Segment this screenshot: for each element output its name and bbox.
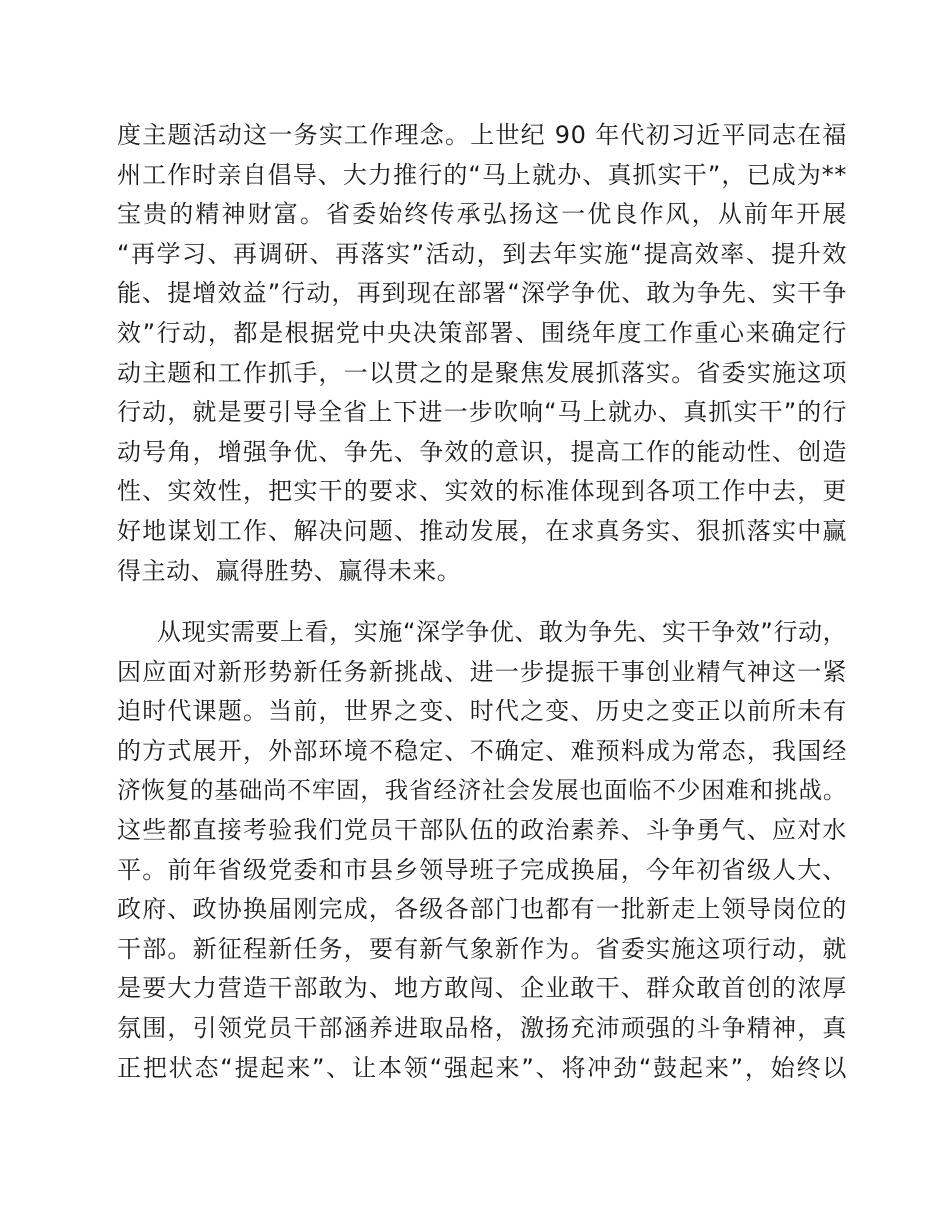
paragraph-line: 这些都直接考验我们党员干部队伍的政治素养、斗争勇气、应对水 [117, 815, 847, 844]
paragraph-line: 是要大力营造干部敢为、地方敢闯、企业敢干、群众敢首创的浓厚 [117, 974, 847, 1003]
paragraph-line: 氛围，引领党员干部涵养进取品格，激扬充沛顽强的斗争精神，真 [117, 1013, 847, 1042]
paragraph-line: 度主题活动这一务实工作理念。上世纪 90 年代初习近平同志在福 [117, 121, 847, 149]
paragraph-line: 得主动、赢得胜势、赢得未来。 [117, 556, 462, 585]
paragraph-line: 能、提增效益”行动，再到现在部署“深学争优、敢为争先、实干争 [117, 279, 847, 308]
paragraph-line: 效”行动，都是根据党中央决策部署、围绕年度工作重心来确定行 [117, 318, 847, 347]
paragraph-line: 宝贵的精神财富。省委始终传承弘扬这一优良作风，从前年开展 [117, 200, 847, 229]
paragraph-line: 从现实需要上看，实施“深学争优、敢为争先、实干争效”行动， [157, 618, 848, 646]
paragraph-line: 动号角，增强争优、争先、争效的意识，提高工作的能动性、创造 [117, 437, 847, 466]
paragraph-line: 正把状态“提起来”、让本领“强起来”、将冲劲“鼓起来”，始终以 [117, 1053, 847, 1082]
paragraph-line: 动主题和工作抓手，一以贯之的是聚焦发展抓落实。省委实施这项 [117, 358, 847, 387]
paragraph-line: 行动，就是要引导全省上下进一步吹响“马上就办、真抓实干”的行 [117, 398, 847, 427]
paragraph-line: 济恢复的基础尚不牢固，我省经济社会发展也面临不少困难和挑战。 [117, 776, 847, 805]
paragraph-line: 政府、政协换届刚完成，各级各部门也都有一批新走上领导岗位的 [117, 895, 847, 924]
paragraph-line: 性、实效性，把实干的要求、实效的标准体现到各项工作中去，更 [117, 477, 847, 506]
paragraph-line: 的方式展开，外部环境不稳定、不确定、难预料成为常态，我国经 [117, 736, 847, 765]
paragraph-line: 因应面对新形势新任务新挑战、进一步提振干事创业精气神这一紧 [117, 657, 847, 686]
paragraph-line: 好地谋划工作、解决问题、推动发展，在求真务实、狠抓落实中赢 [117, 516, 847, 545]
paragraph-2 [117, 613, 847, 1088]
paragraph-line: 干部。新征程新任务，要有新气象新作为。省委实施这项行动，就 [117, 934, 847, 963]
paragraph-line: 州工作时亲自倡导、大力推行的“马上就办、真抓实干”，已成为** [117, 160, 847, 189]
paragraph-line: 平。前年省级党委和市县乡领导班子完成换届，今年初省级人大、 [117, 855, 847, 884]
paragraph-line: “再学习、再调研、再落实”活动，到去年实施“提高效率、提升效 [117, 239, 847, 268]
paragraph-line: 迫时代课题。当前，世界之变、时代之变、历史之变正以前所未有 [117, 697, 847, 726]
paragraph-1 [117, 116, 847, 591]
